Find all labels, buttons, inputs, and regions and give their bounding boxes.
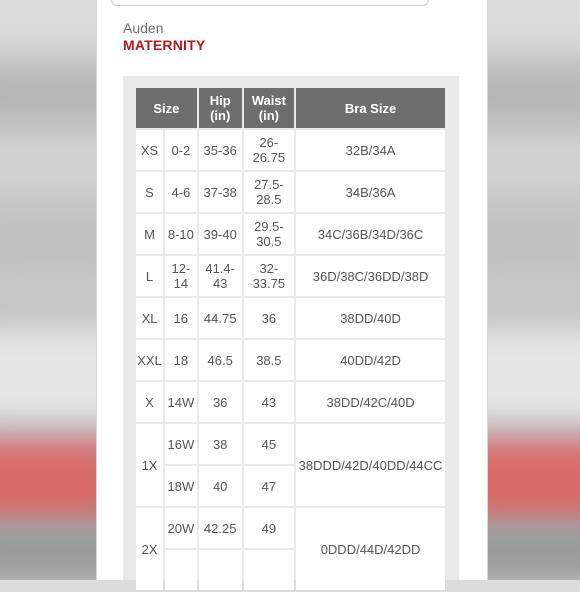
header-bra-size: Bra Size bbox=[296, 88, 445, 128]
backdrop-band bbox=[0, 60, 100, 130]
size-number: 8-10 bbox=[165, 214, 197, 254]
hip-value: 44.75 bbox=[199, 298, 242, 338]
hip-value: 42.25 bbox=[199, 508, 242, 548]
waist-value: 45 bbox=[244, 424, 294, 464]
table-row bbox=[136, 256, 445, 296]
waist-value: 26-26.75 bbox=[244, 130, 294, 170]
hip-value: 37-38 bbox=[199, 172, 242, 212]
table-header-row bbox=[136, 88, 445, 128]
size-label: 2X bbox=[136, 508, 163, 590]
size-chart-card bbox=[96, 0, 488, 580]
hip-value: 40 bbox=[199, 466, 242, 506]
backdrop-band bbox=[0, 200, 100, 280]
bra-size-value: 36D/38C/36DD/38D bbox=[296, 256, 445, 296]
size-label: XXL bbox=[136, 340, 163, 380]
backdrop-band bbox=[0, 520, 100, 580]
size-number: 20W bbox=[165, 508, 197, 548]
size-number: 14W bbox=[165, 382, 197, 422]
size-number: 16W bbox=[165, 424, 197, 464]
header-hip: Hip (in) bbox=[199, 88, 242, 128]
size-label: 1X bbox=[136, 424, 163, 506]
bra-size-value: 40DD/42D bbox=[296, 340, 445, 380]
size-label: S bbox=[136, 172, 163, 212]
size-label: M bbox=[136, 214, 163, 254]
table-row bbox=[136, 508, 445, 548]
product-line-title: MATERNITY bbox=[123, 37, 206, 53]
table-row bbox=[136, 298, 445, 338]
waist-value: 27.5-28.5 bbox=[244, 172, 294, 212]
blurred-background-left bbox=[0, 0, 100, 580]
bra-size-value: 34B/36A bbox=[296, 172, 445, 212]
backdrop-band bbox=[484, 60, 580, 130]
table-row bbox=[136, 214, 445, 254]
bra-size-value: 38DD/42C/40D bbox=[296, 382, 445, 422]
bra-size-value: 0DDD/44D/42DD bbox=[296, 508, 445, 590]
waist-value: 43 bbox=[244, 382, 294, 422]
bra-size-value: 38DDD/42D/40DD/44CC bbox=[296, 424, 445, 506]
waist-value: 32-33.75 bbox=[244, 256, 294, 296]
size-number: 12-14 bbox=[165, 256, 197, 296]
bra-size-value: 32B/34A bbox=[296, 130, 445, 170]
table-row bbox=[136, 424, 445, 464]
size-number bbox=[165, 550, 197, 590]
backdrop-band bbox=[484, 330, 580, 420]
brand-name: Auden bbox=[123, 20, 164, 36]
size-chart-panel bbox=[123, 76, 459, 580]
table-row bbox=[136, 382, 445, 422]
size-label: XS bbox=[136, 130, 163, 170]
backdrop-band bbox=[484, 200, 580, 280]
waist-value: 36 bbox=[244, 298, 294, 338]
waist-value: 49 bbox=[244, 508, 294, 548]
waist-value: 38.5 bbox=[244, 340, 294, 380]
waist-value: 47 bbox=[244, 466, 294, 506]
header-waist: Waist (in) bbox=[244, 88, 294, 128]
hip-value bbox=[199, 550, 242, 590]
table-row bbox=[136, 340, 445, 380]
hip-value: 35-36 bbox=[199, 130, 242, 170]
backdrop-band bbox=[484, 520, 580, 580]
search-bar-edge[interactable] bbox=[111, 0, 429, 6]
hip-value: 46.5 bbox=[199, 340, 242, 380]
backdrop-band bbox=[484, 440, 580, 530]
bra-size-value: 38DD/40D bbox=[296, 298, 445, 338]
blurred-background-right bbox=[484, 0, 580, 580]
hip-value: 38 bbox=[199, 424, 242, 464]
hip-value: 36 bbox=[199, 382, 242, 422]
header-size: Size bbox=[136, 88, 197, 128]
hip-value: 41.4-43 bbox=[199, 256, 242, 296]
table-row bbox=[136, 172, 445, 212]
size-number: 18 bbox=[165, 340, 197, 380]
size-chart-table bbox=[134, 86, 447, 592]
bra-size-value: 34C/36B/34D/36C bbox=[296, 214, 445, 254]
size-label: L bbox=[136, 256, 163, 296]
backdrop-band bbox=[0, 330, 100, 420]
size-number: 18W bbox=[165, 466, 197, 506]
hip-value: 39-40 bbox=[199, 214, 242, 254]
size-number: 16 bbox=[165, 298, 197, 338]
backdrop-band bbox=[0, 440, 100, 530]
waist-value: 29.5-30.5 bbox=[244, 214, 294, 254]
size-label: XL bbox=[136, 298, 163, 338]
size-label: X bbox=[136, 382, 163, 422]
size-number: 0-2 bbox=[165, 130, 197, 170]
size-number: 4-6 bbox=[165, 172, 197, 212]
waist-value bbox=[244, 550, 294, 590]
table-row bbox=[136, 130, 445, 170]
